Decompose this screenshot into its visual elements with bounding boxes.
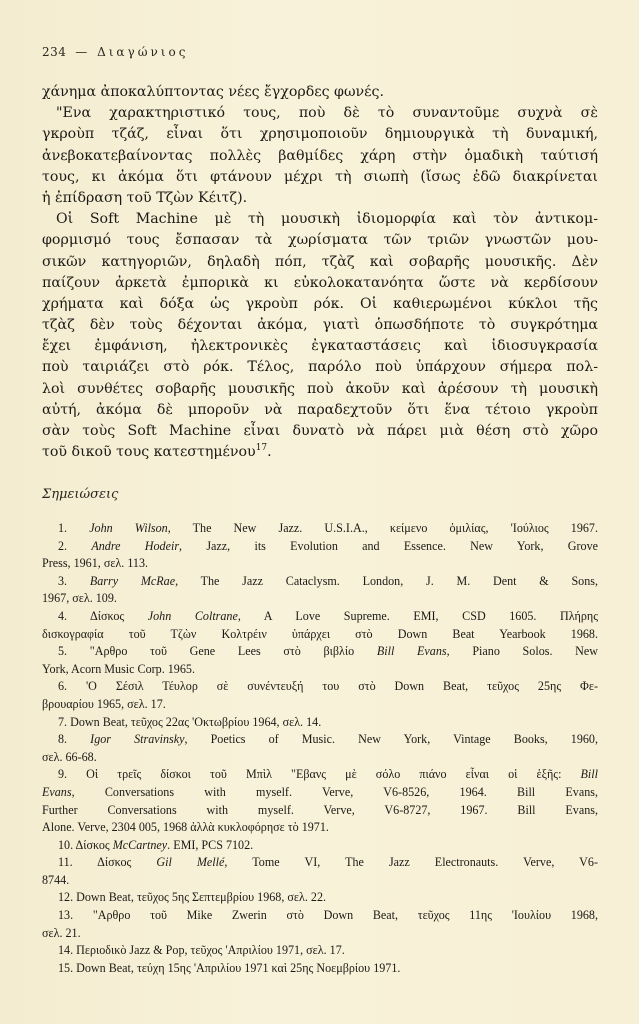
note-text: . EMI, PCS 7102. (167, 837, 254, 852)
note-text: Down Beat, τεῦχος 22ας 'Οκτωβρίου 1964, σελ. 14. (70, 714, 322, 729)
note-number: 2. (58, 538, 68, 553)
body-line-text: ποὺ ταιριάζει στὸ ρόκ. Τέλος, παρόλο ποὺ ὑπάρχουν σήμερα πολ- (42, 359, 598, 376)
note-text: Press, 1961, σελ. 113. (42, 556, 149, 571)
body-line-text: ἡ ἐπίδραση τοῦ Τζὼν Κέιτζ). (42, 189, 248, 206)
note-number: 6. (58, 679, 68, 694)
body-line-text: Οἱ Soft Machine μὲ τὴ μουσικὴ ἰδιομορφία καὶ τὸν ἀντικομ- (56, 211, 598, 228)
note-number: 7. (58, 714, 68, 729)
body-line-text: αὐτή, ἀκόμα δὲ μποροῦν νὰ παραδεχτοῦν ὅτι ἕνα τέτοιο γκροὺπ (42, 401, 598, 418)
body-line (42, 167, 598, 188)
note-number: 3. (58, 573, 68, 588)
note-text: Alone. Verve, 2304 005, 1968 ἀλλὰ κυκλοφόρησε τὸ 1971. (42, 820, 329, 835)
body-line (42, 442, 598, 463)
footnote-reference[interactable]: 17 (255, 443, 268, 454)
body-line-text: τους, κι ἀκόμα ὅτι φτάνουν μέχρι τὴ σιωπὴ (ἴσως ἐδῶ διακρίνεται (42, 168, 598, 185)
note-line (42, 626, 598, 644)
body-line-text: γκροὺπ τζάζ, εἶναι ὅτι χρησιμοποιοῦν δημιουργικὰ τὴ δυναμική, (42, 126, 598, 143)
running-head-separator: — (75, 45, 89, 59)
note-number: 8. (58, 732, 68, 747)
note-line (42, 538, 598, 556)
running-head (42, 45, 188, 59)
note-italic-name: Gil Mellé (156, 855, 225, 870)
running-head-author: Διαγώνιος (97, 45, 189, 59)
note-italic-name: McCartney (112, 837, 168, 852)
note-text: , The New Jazz. U.S.I.A., κείμενο ὁμιλίας, 'Ιούλιος 1967. (167, 521, 598, 535)
notes-heading: Σημειώσεις (42, 487, 119, 502)
body-line (42, 209, 598, 230)
body-line (42, 294, 598, 315)
body-line (42, 82, 598, 103)
note-line (42, 766, 598, 784)
page-number: 234 (42, 45, 67, 59)
note-number: 12. (58, 890, 74, 905)
body-line-text: "Ενα χαρακτηριστικό τους, ποὺ δὲ τὸ συναντοῦμε συχνὰ σὲ (56, 105, 598, 122)
note-text: Down Beat, τεῦχος 5ης Σεπτεμβρίου 1968, σελ. 22. (76, 890, 327, 905)
note-number: 5. (58, 644, 68, 659)
note-line (42, 608, 598, 626)
note-number: 9. (58, 767, 68, 782)
note-line (42, 837, 598, 855)
body-line-text: τοῦ δικοῦ τους κατεστημένου (42, 444, 256, 461)
note-text: σελ. 21. (42, 925, 81, 940)
note-text: Down Beat, τεύχη 15ης 'Απριλίου 1971 καὶ 25ης Νοεμβρίου 1971. (76, 960, 401, 975)
note-line (42, 731, 598, 749)
note-italic-name: John Wilson (89, 521, 168, 535)
note-text: σελ. 66-68. (42, 749, 97, 764)
note-line (42, 819, 598, 837)
note-line (42, 749, 598, 767)
note-prefix: Δίσκος (97, 855, 157, 870)
body-line-text: φορμισμό τους ἔσπασαν τὰ χωρίσματα τῶν τριῶν γνωστῶν μου- (42, 232, 598, 249)
body-line-text: παίζουν ἀρκετὰ ἐμπορικὰ κι εὐκολοκατανόητα ὥστε νὰ κερδίσουν (42, 274, 598, 291)
body-line (42, 188, 598, 209)
body-line (42, 336, 598, 357)
body-line (42, 124, 598, 145)
note-line (42, 802, 598, 820)
note-number: 10. (58, 837, 74, 852)
body-line (42, 400, 598, 421)
note-prefix: Δίσκος (75, 837, 113, 852)
note-line (42, 590, 598, 608)
note-text: 8744. (42, 872, 70, 887)
note-text: Περιοδικὸ Jazz & Pop, τεῦχος 'Απριλίου 1971, σελ. 17. (76, 943, 345, 958)
note-number: 13. (58, 908, 74, 923)
body-line-text: χρήματα καὶ δόξα ὡς γκροὺπ ρόκ. Οἱ καθιερωμένοι κύκλοι τῆς (42, 295, 598, 312)
note-text: , Tome VI, The Jazz Electronauts. Verve, V6- (224, 855, 598, 870)
note-text: , Piano Solos. New (446, 644, 598, 659)
note-text: , Jazz, its Evolution and Essence. New York, Grove (179, 538, 598, 553)
body-line (42, 252, 598, 273)
note-italic-name: Evans (42, 784, 72, 799)
note-line (42, 942, 598, 960)
note-text: δισκογραφία τοῦ Τζὼν Κολτρέιν ὑπάρχει στὸ Down Beat Yearbook 1968. (42, 626, 598, 641)
note-text: , A Love Supreme. EMI, CSD 1605. Πλήρης (237, 608, 598, 623)
body-line-trailing: . (267, 444, 272, 461)
note-line (42, 555, 598, 573)
note-text: York, Acorn Music Corp. 1965. (42, 661, 195, 676)
note-line (42, 643, 598, 661)
body-line (42, 230, 598, 251)
note-line (42, 573, 598, 591)
note-line (42, 925, 598, 943)
note-prefix: Δίσκος (89, 608, 148, 623)
body-line (42, 146, 598, 167)
note-italic-name: Igor Stravinsky (90, 732, 185, 747)
note-number: 1. (58, 521, 68, 535)
note-line (42, 784, 598, 802)
note-line (42, 661, 598, 679)
note-prefix: "Αρθρο τοῦ Gene Lees στὸ βιβλίο (89, 644, 377, 659)
body-line (42, 379, 598, 400)
note-line (42, 960, 598, 978)
body-line (42, 273, 598, 294)
body-line (42, 421, 598, 442)
note-line (42, 520, 598, 538)
note-line (42, 854, 598, 872)
note-text: 'Ο Σέσιλ Τέυλορ σὲ συνέντευξή του στὸ Down Beat, τεῦχος 25ης Φε- (86, 679, 598, 694)
notes-list (42, 520, 598, 977)
note-text: "Αρθρο τοῦ Mike Zwerin στὸ Down Beat, τεῦχος 11ης 'Ιουλίου 1968, (92, 908, 598, 923)
note-text: Further Conversations with myself. Verve, V6-8727, 1967. Bill Evans, (42, 802, 598, 817)
note-italic-name: Andre Hodeir (91, 538, 180, 553)
body-line-text: λοὶ συνθέτες σοβαρῆς μουσικῆς ποὺ ἀκοῦν καὶ ἀρέσουν τὴ μουσικὴ (42, 380, 598, 397)
body-line (42, 357, 598, 378)
body-line-text: ἔχει ἐμφάνιση, ἠλεκτρονικὲς ἐγκαταστάσεις καὶ ἰδιοσυγκρασία (42, 338, 598, 355)
body-line-text: χάνημα ἀποκαλύπτοντας νέες ἔγχορδες φωνές. (42, 84, 384, 100)
body-line (42, 103, 598, 124)
body-line (42, 315, 598, 336)
body-line-text: σὰν τοὺς Soft Machine εἶναι δυνατὸ νὰ πάρει μιὰ θέση στὸ χῶρο (42, 423, 598, 439)
note-text: , The Jazz Cataclysm. London, J. M. Dent & Sons, (175, 573, 598, 588)
note-text: , Conversations with myself. Verve, V6-8526, 1964. Bill Evans, (71, 784, 598, 799)
note-italic-name: John Coltrane (147, 608, 238, 623)
note-prefix: Οἱ τρεῖς δίσκοι τοῦ Μπὶλ "Εβανς μὲ σόλο πιάνο εἶναι οἱ ἑξῆς: (86, 767, 581, 782)
note-number: 11. (58, 855, 73, 870)
note-text: 1967, σελ. 109. (42, 591, 117, 606)
note-line (42, 907, 598, 925)
note-line (42, 872, 598, 890)
body-line-text: ἀνεβοκατεβαίνοντας πολλὲς βαθμίδες χάρη στὴν ὁμαδικὴ ταύτισή (42, 147, 598, 164)
note-line (42, 889, 598, 907)
note-italic-name: Bill (580, 767, 598, 782)
note-line (42, 696, 598, 714)
note-number: 14. (58, 943, 74, 958)
note-line (42, 678, 598, 696)
body-text (42, 82, 598, 463)
body-line-text: σικῶν κατηγοριῶν, δηλαδὴ πόπ, τζὰζ καὶ σοβαρῆς μουσικῆς. Δὲν (42, 253, 598, 270)
note-number: 4. (58, 608, 68, 623)
note-italic-name: Barry McRae (89, 573, 176, 588)
note-text: βρουαρίου 1965, σελ. 17. (42, 696, 166, 711)
note-number: 15. (58, 960, 74, 975)
body-line-text: τζὰζ δὲν τοὺς δέχονται ἀκόμα, γιατὶ ὁπωσδήποτε τὸ συγκρότημα (42, 317, 598, 334)
note-italic-name: Bill Evans (376, 644, 447, 659)
note-text: , Poetics of Music. New York, Vintage Books, 1960, (184, 732, 598, 747)
note-line (42, 714, 598, 732)
